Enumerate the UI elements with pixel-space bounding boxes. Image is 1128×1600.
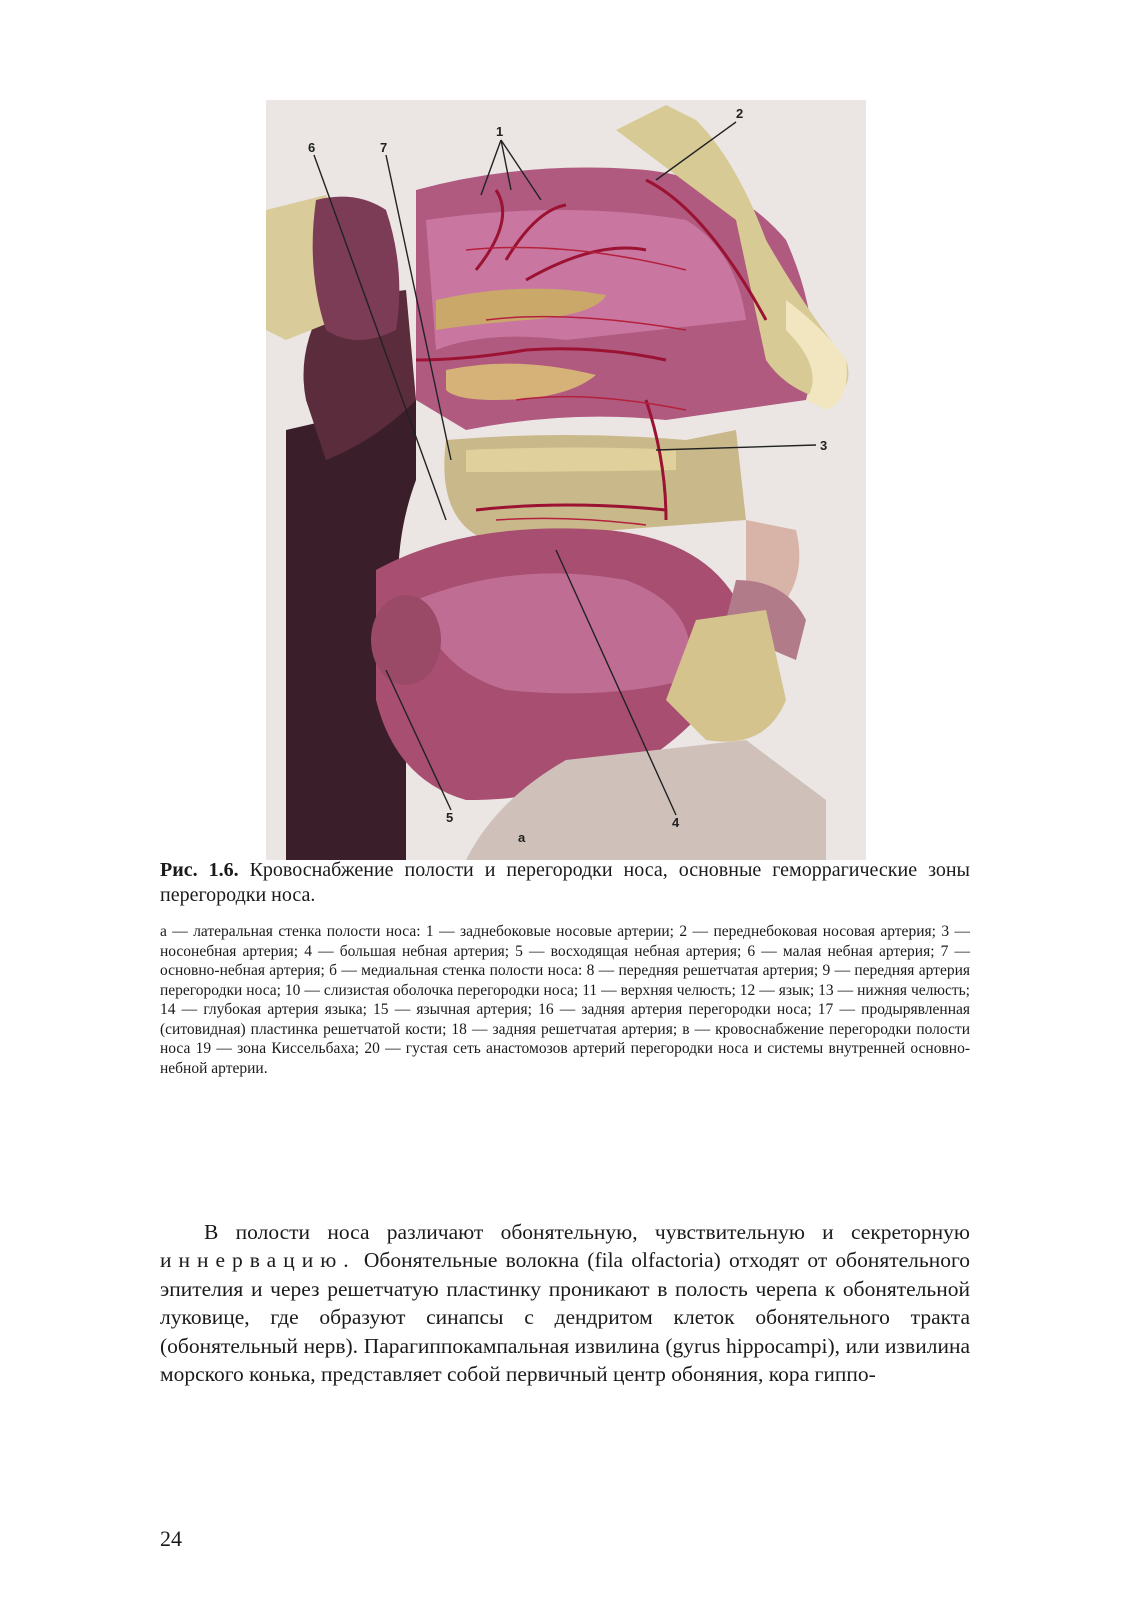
figure-caption (160, 858, 970, 908)
anatomy-drawing (266, 100, 866, 860)
label-5: 5 (446, 810, 454, 825)
caption-label: Рис. 1.6. (160, 859, 239, 881)
body-text-part1: В полости носа различают обонятельную, чувствительную и секреторную (204, 1220, 970, 1244)
body-paragraph (160, 1218, 970, 1388)
body-text-part2: Обонятельные волокна (fila olfactoria) отходят от обонятельного эпителия и через решетчатую пластинку проникают в полость черепа к обонятельной луковице, где образуют синапсы с дендритом клеток обонятельного тракта (обонятельный нерв). Парагиппокампальная извилина (gyrus hippocampi), или извилина морского конька, представляет собой первичный центр обоняния, кора гиппо- (160, 1248, 971, 1387)
anatomy-illustration (266, 100, 866, 860)
figure-legend: а — латеральная стенка полости носа: 1 — заднебоковые носовые артерии; 2 — переднебоковая носовая артерия; 3 — носонебная артерия; 4 — большая небная артерия; 5 — восходящая небная артерия; 6 — малая небная артерия; 7 — основно-небная артерия; б — медиальная стенка полости носа: 8 — передняя решетчатая артерия; 9 — передняя артерия перегородки носа; 10 — слизистая оболочка перегородки носа; 11 — верхняя челюсть; 12 — язык; 13 — нижняя челюсть; 14 — глубокая артерия языка; 15 — язычная артерия; 16 — задняя артерия перегородки носа; 17 — продырявленная (ситовидная) пластинка решетчатой кости; 18 — задняя решетчатая артерия; в — кровоснабжение перегородки полости носа 19 — зона Киссельбаха; 20 — густая сеть анастомозов артерий перегородки носа и системы внутренней основно-небной артерии. (160, 923, 970, 1077)
label-6: 6 (308, 140, 316, 155)
caption-text: Кровоснабжение полости и перегородки носа, основные геморрагические зоны перегородки носа. (160, 859, 970, 906)
label-4: 4 (672, 815, 680, 830)
label-1: 1 (496, 124, 504, 139)
emphasized-term: иннервацию. (160, 1248, 356, 1273)
figure-sublabel: а (518, 830, 526, 845)
label-2: 2 (736, 106, 744, 121)
label-7: 7 (380, 140, 388, 155)
label-3: 3 (820, 438, 828, 453)
page-number: 24 (160, 1526, 182, 1551)
